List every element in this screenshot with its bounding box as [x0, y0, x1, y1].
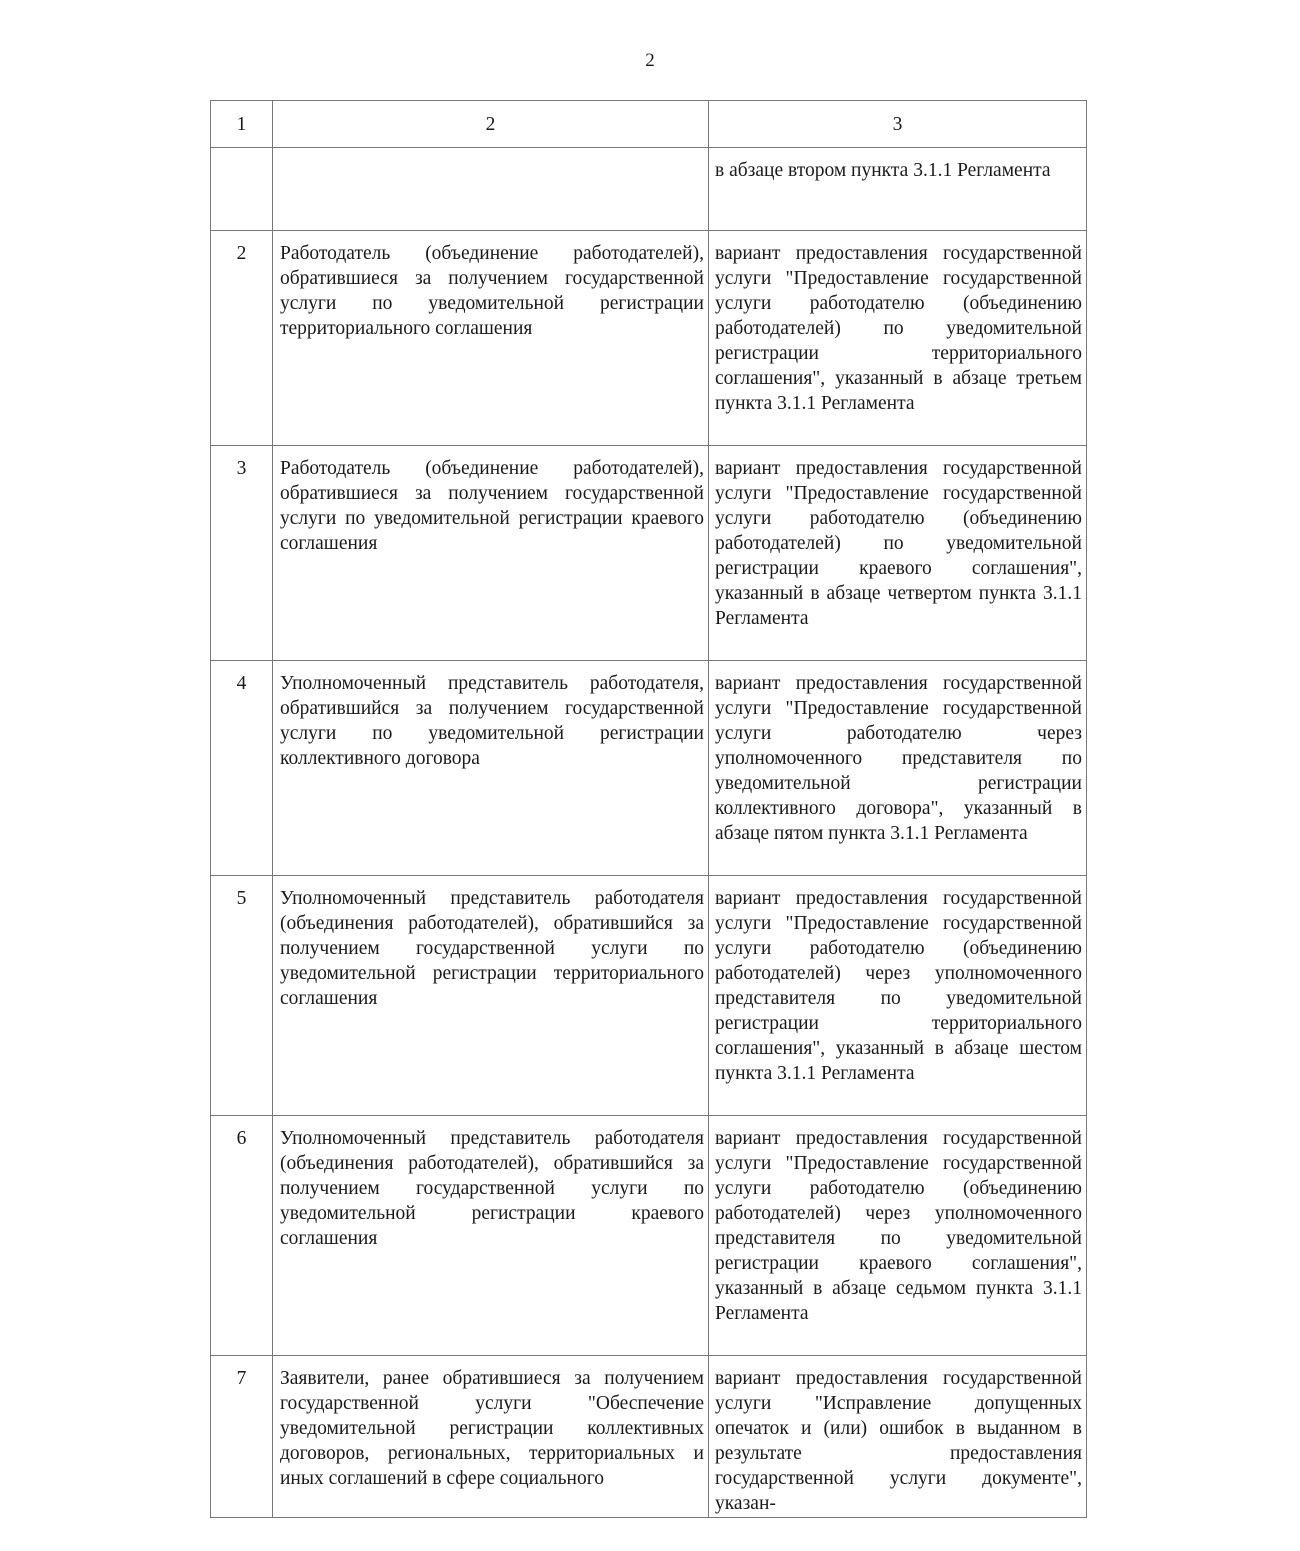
variant-cell: [709, 1356, 1087, 1518]
variant-cell: вариант предоставления государственной услуги "Предоставление государственной услуги работодателю (объединению работодателей) через уполномоченного представителя по уведомительной регистрации территориального соглашения", указанный в абзаце шестом пункта 3.1.1 Регламента: [709, 876, 1087, 1116]
applicant-cell: [273, 148, 709, 231]
table-row: [211, 661, 1087, 876]
applicant-cell: [273, 1356, 709, 1518]
variant-cell: вариант предоставления государственной услуги "Предоставление государственной услуги работодателю (объединению работодателей) через уполномоченного представителя по уведомительной регистрации краевого соглашения", указанный в абзаце седьмом пункта 3.1.1 Регламента: [709, 1116, 1087, 1356]
column-header-1: 1: [211, 101, 273, 148]
variant-cell: вариант предоставления государственной услуги "Предоставление государственной услуги работодателю (объединению работодателей) по уведомительной регистрации краевого соглашения", указанный в абзаце четвертом пункта 3.1.1 Регламента: [709, 446, 1087, 661]
applicant-cell: Уполномоченный представитель работодателя, обратившийся за получением государственной услуги по уведомительной регистрации коллективного договора: [273, 661, 709, 876]
document-table: [210, 100, 1087, 1518]
table-row: [211, 1356, 1087, 1518]
row-number: 4: [211, 661, 273, 876]
row-number: 2: [211, 231, 273, 446]
table-row: [211, 148, 1087, 231]
applicant-cell: Работодатель (объединение работодателей), обратившиеся за получением государственной услуги по уведомительной регистрации территориального соглашения: [273, 231, 709, 446]
row-number: 5: [211, 876, 273, 1116]
column-header-2: 2: [273, 101, 709, 148]
applicant-cell: Уполномоченный представитель работодателя (объединения работодателей), обратившийся за получением государственной услуги по уведомительной регистрации территориального соглашения: [273, 876, 709, 1116]
variant-cell: вариант предоставления государственной услуги "Предоставление государственной услуги работодателю (объединению работодателей) по уведомительной регистрации территориального соглашения", указанный в абзаце третьем пункта 3.1.1 Регламента: [709, 231, 1087, 446]
applicant-text: Заявители, ранее обратившиеся за получением государственной услуги "Обеспечение уведомительной регистрации коллективных договоров, региональных, территориальных и иных соглашений в сфере социального: [280, 1368, 704, 1489]
variant-text: вариант предоставления государственной услуги "Исправление допущенных опечаток и (или) ошибок в выданном в результате предоставления государственной услуги документе", указан-: [715, 1368, 1082, 1514]
variant-cell: в абзаце втором пункта 3.1.1 Регламента: [709, 148, 1087, 231]
row-number: 6: [211, 1116, 273, 1356]
table-row: [211, 876, 1087, 1116]
page-number: 2: [645, 50, 655, 71]
table-row: [211, 231, 1087, 446]
column-header-3: 3: [709, 101, 1087, 148]
variant-cell: вариант предоставления государственной услуги "Предоставление государственной услуги работодателю через уполномоченного представителя по уведомительной регистрации коллективного договора", указанный в абзаце пятом пункта 3.1.1 Регламента: [709, 661, 1087, 876]
row-number: 7: [211, 1356, 273, 1518]
row-number: 3: [211, 446, 273, 661]
applicant-cell: Уполномоченный представитель работодателя (объединения работодателей), обратившийся за получением государственной услуги по уведомительной регистрации краевого соглашения: [273, 1116, 709, 1356]
applicant-cell: Работодатель (объединение работодателей), обратившиеся за получением государственной услуги по уведомительной регистрации краевого соглашения: [273, 446, 709, 661]
row-number: [211, 148, 273, 231]
table-row: [211, 1116, 1087, 1356]
table-header-row: [211, 101, 1087, 148]
table-row: [211, 446, 1087, 661]
